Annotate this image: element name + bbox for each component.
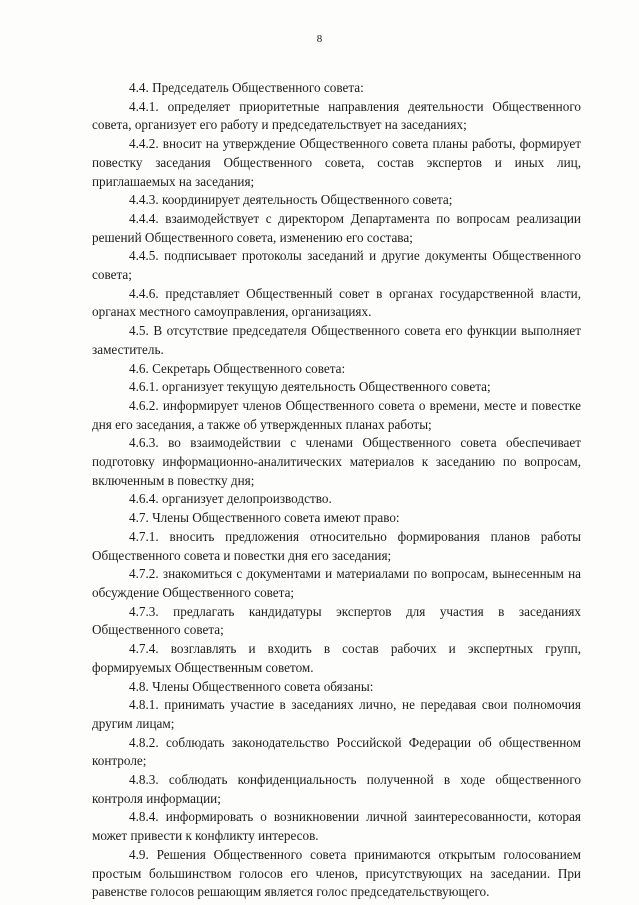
paragraph-4-8-4: 4.8.4. информировать о возникновении личной заинтересованности, которая может привести к конфликту интересов. (92, 809, 581, 844)
paragraph-4-6-4: 4.6.4. организует делопроизводство. (129, 491, 332, 507)
paragraph-4-6-3: 4.6.3. во взаимодействии с членами Общественного совета обеспечивает подготовку информационно-аналитических материалов к заседанию по вопросам, включенным в повестку дня; (92, 435, 581, 488)
paragraph-4-5: 4.5. В отсутствие председателя Общественного совета его функции выполняет заместитель. (92, 323, 581, 357)
paragraph-4-4-1: 4.4.1. определяет приоритетные направления деятельности Общественного совета, организует его работу и председательствует на заседаниях; (92, 98, 581, 133)
paragraph-4-7-3: 4.7.3. предлагать кандидатуры экспертов для участия в заседаниях Общественного совета; (92, 603, 581, 638)
paragraph-4-4-3: 4.4.3. координирует деятельность Общественного совета; (129, 192, 453, 208)
paragraph-4-7-2: 4.7.2. знакомиться с документами и материалами по вопросам, вынесенным на обсуждение Общественного совета; (92, 566, 581, 600)
paragraph-4-6-2: 4.6.2. информирует членов Общественного совета о времени, месте и повестке дня его заседания, а также об утвержденных планах работы; (92, 397, 581, 432)
paragraph-4-6: 4.6. Секретарь Общественного совета: (129, 360, 346, 376)
paragraph-4-7: 4.7. Члены Общественного совета имеют право: (129, 510, 400, 526)
page-number: 8 (316, 33, 323, 45)
paragraph-4-8: 4.8. Члены Общественного совета обязаны: (129, 678, 374, 694)
paragraph-4-8-2: 4.8.2. соблюдать законодательство Российской Федерации об общественном контроле; (92, 734, 581, 769)
paragraph-4-4-2: 4.4.2. вносит на утверждение Общественного совета планы работы, формирует повестку заседания Общественного совета, состав экспертов и иных лиц, приглашаемых на заседания; (92, 136, 581, 189)
paragraph-4-8-3: 4.8.3. соблюдать конфиденциальность полученной в ходе общественного контроля информации; (92, 772, 581, 806)
paragraph-4-4: 4.4. Председатель Общественного совета: (129, 80, 364, 95)
paragraph-4-8-1: 4.8.1. принимать участие в заседаниях лично, не передавая свои полномочия другим лицам; (92, 697, 581, 731)
paragraph-4-4-6: 4.4.6. представляет Общественный совет в органах государственной власти, органах местного самоуправления, организациях. (92, 285, 581, 320)
document-body (92, 79, 581, 902)
paragraph-4-9: 4.9. Решения Общественного совета принимаются открытым голосованием простым большинством голосов его членов, присутствующих на заседании. При равенстве голосов решающим является голос председательствующего. (92, 846, 581, 900)
paragraph-4-6-1: 4.6.1. организует текущую деятельность Общественного совета; (129, 379, 491, 395)
paragraph-4-7-4: 4.7.4. возглавлять и входить в состав рабочих и экспертных групп, формируемых Общественным советом. (92, 641, 581, 675)
paragraph-4-4-5: 4.4.5. подписывает протоколы заседаний и другие документы Общественного совета; (92, 248, 581, 283)
paragraph-4-7-1: 4.7.1. вносить предложения относительно формирования планов работы Общественного совета и повестки дня его заседания; (92, 528, 581, 563)
paragraph-4-4-4: 4.4.4. взаимодействует с директором Департамента по вопросам реализации решений Общественного совета, изменению его состава; (92, 210, 581, 245)
